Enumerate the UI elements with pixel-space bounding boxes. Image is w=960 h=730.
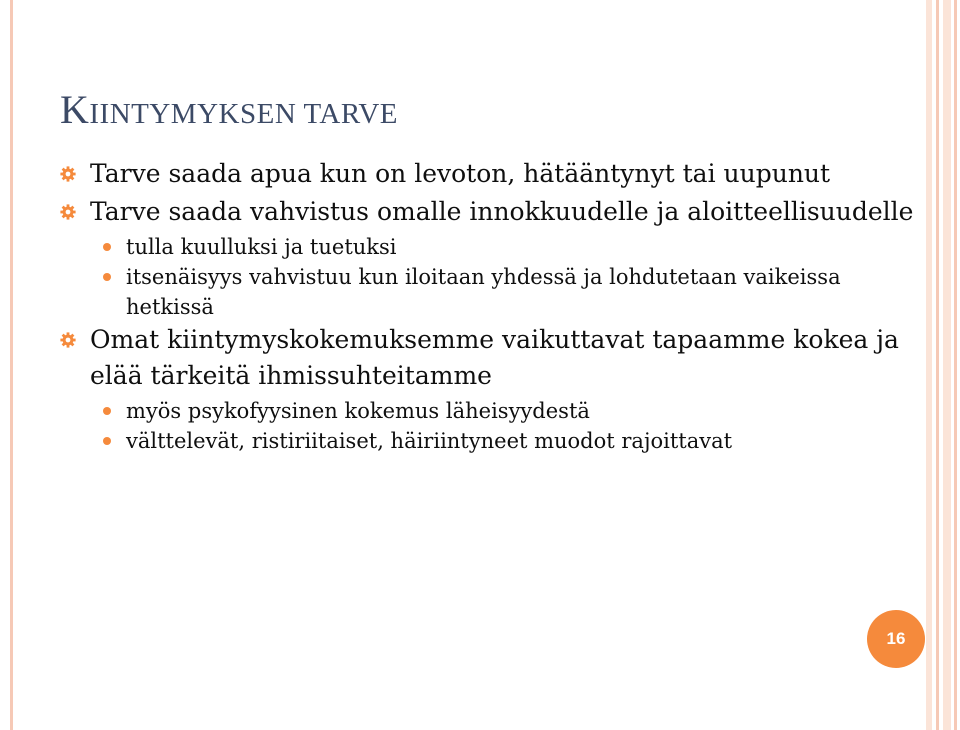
bullet-list — [60, 156, 940, 456]
sub-bullet-item-3-2 — [60, 426, 940, 456]
bullet-text: Tarve saada vahvistus omalle innokkuudelle ja aloitteellisuudelle — [90, 197, 914, 226]
dot-bullet-icon — [100, 396, 126, 426]
slide-title-text: KIINTYMYKSEN TARVE — [60, 87, 399, 132]
sub-bullet-item-2-1 — [60, 232, 940, 262]
gear-bullet-icon — [60, 194, 90, 230]
dot-bullet-icon — [100, 426, 126, 456]
right-bar-3 — [943, 0, 951, 730]
bullet-text: Omat kiintymyskokemuksemme vaikuttavat tapaamme kokea ja elää tärkeitä ihmissuhteitamme — [90, 325, 899, 390]
bullet-text: Tarve saada apua kun on levoton, hätääntynyt tai uupunut — [90, 159, 831, 188]
sub-bullet-item-2-2 — [60, 262, 940, 322]
sub-bullet-text: tulla kuulluksi ja tuetuksi — [126, 235, 397, 259]
slide-number-badge — [867, 610, 925, 668]
sub-bullet-text: itsenäisyys vahvistuu kun iloitaan yhdessä ja lohdutetaan vaikeissa hetkissä — [126, 265, 841, 319]
left-decorative-rule — [10, 0, 13, 730]
gear-bullet-icon — [60, 156, 90, 192]
dot-bullet-icon — [100, 232, 126, 262]
bullet-item-3 — [60, 322, 940, 394]
sub-bullet-item-3-1 — [60, 396, 940, 426]
right-bar-4 — [954, 0, 957, 730]
slide-number: 16 — [886, 629, 906, 648]
sub-bullet-text: myös psykofyysinen kokemus läheisyydestä — [126, 399, 590, 423]
sub-bullet-text: välttelevät, ristiriitaiset, häiriintyneet muodot rajoittavat — [126, 429, 733, 453]
bullet-item-1 — [60, 156, 940, 192]
gear-bullet-icon — [60, 322, 90, 358]
slide-title — [60, 86, 398, 133]
dot-bullet-icon — [100, 262, 126, 292]
bullet-item-2 — [60, 194, 940, 230]
